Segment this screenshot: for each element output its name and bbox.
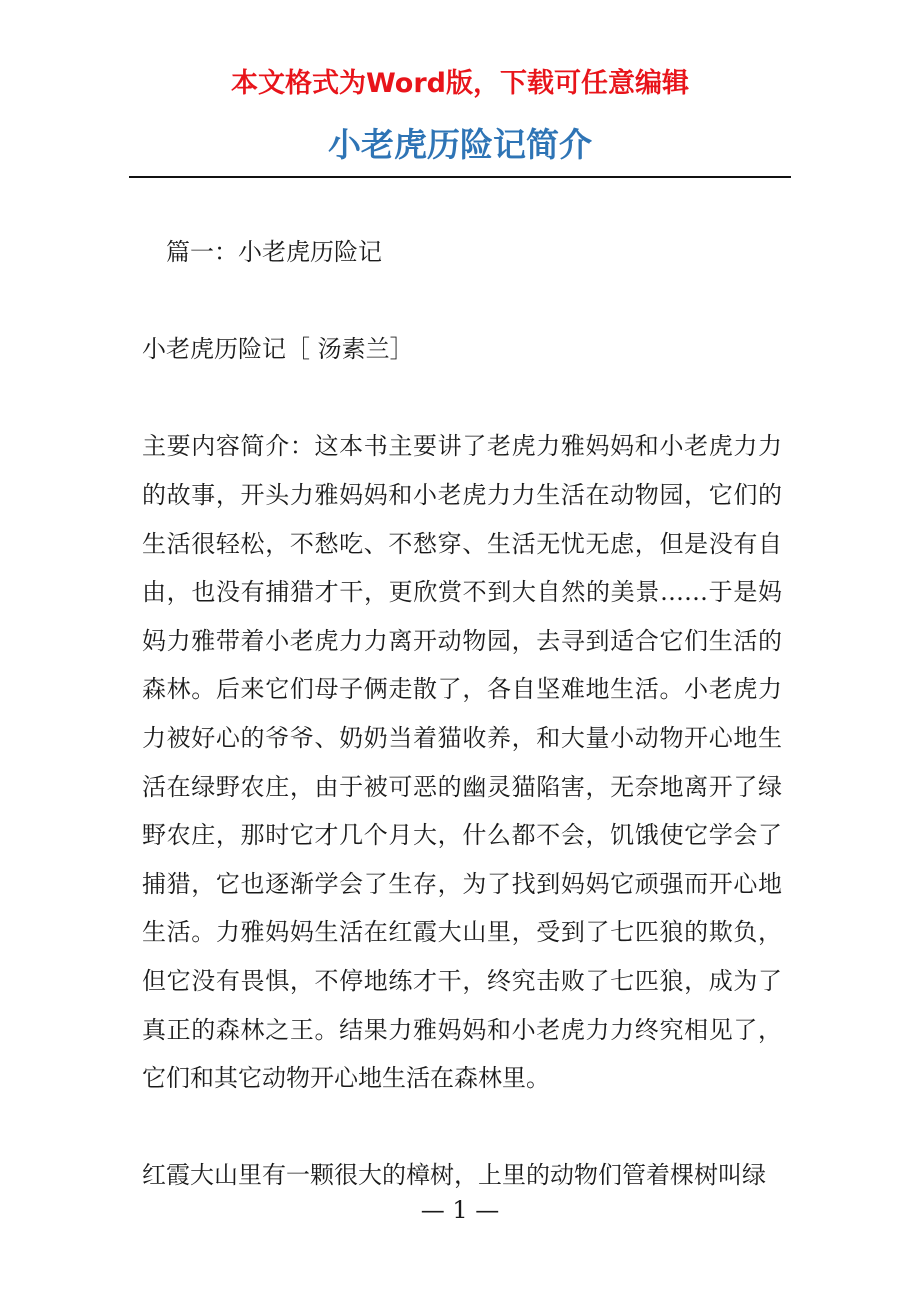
page-number: — 1 —: [420, 1196, 500, 1224]
book-author-line: 小老虎历险记［ 汤素兰］: [142, 335, 414, 364]
document-body: [142, 228, 782, 1248]
document-title: 小老虎历险记简介: [328, 125, 592, 164]
format-notice-banner: 本文格式为Word版，下载可任意编辑: [230, 68, 689, 99]
title-divider: [129, 176, 791, 178]
section-heading: 篇一：小老虎历险记: [166, 238, 382, 266]
body-paragraph: 红霞大山里有一颗很大的樟树，上里的动物们管着棵树叫绿: [142, 1161, 766, 1190]
summary-paragraph: 主要内容简介：这本书主要讲了老虎力雅妈妈和小老虎力力的故事，开头力雅妈妈和小老虎力力生活在动物园，它们的生活很轻松，不愁吃、不愁穿、生活无忧无虑，但是没有自由，也没有捕猎才干，更欣赏不到大自然的美景……于是妈妈力雅带着小老虎力力离开动物园，去寻到适合它们生活的森林。后来它们母子俩走散了，各自坚难地生活。小老虎力力被好心的爷爷、奶奶当着猫收养，和大量小动物开心地生活在绿野农庄，由于被可恶的幽灵猫陷害，无奈地离开了绿野农庄，那时它才几个月大，什么都不会，饥饿使它学会了捕猎，它也逐渐学会了生存，为了找到妈妈它顽强而开心地生活。力雅妈妈生活在红霞大山里，受到了七匹狼的欺负，但它没有畏惧，不停地练才干，终究击败了七匹狼，成为了真正的森林之王。结果力雅妈妈和小老虎力力终究相见了，它们和其它动物开心地生活在森林里。: [142, 432, 782, 1093]
